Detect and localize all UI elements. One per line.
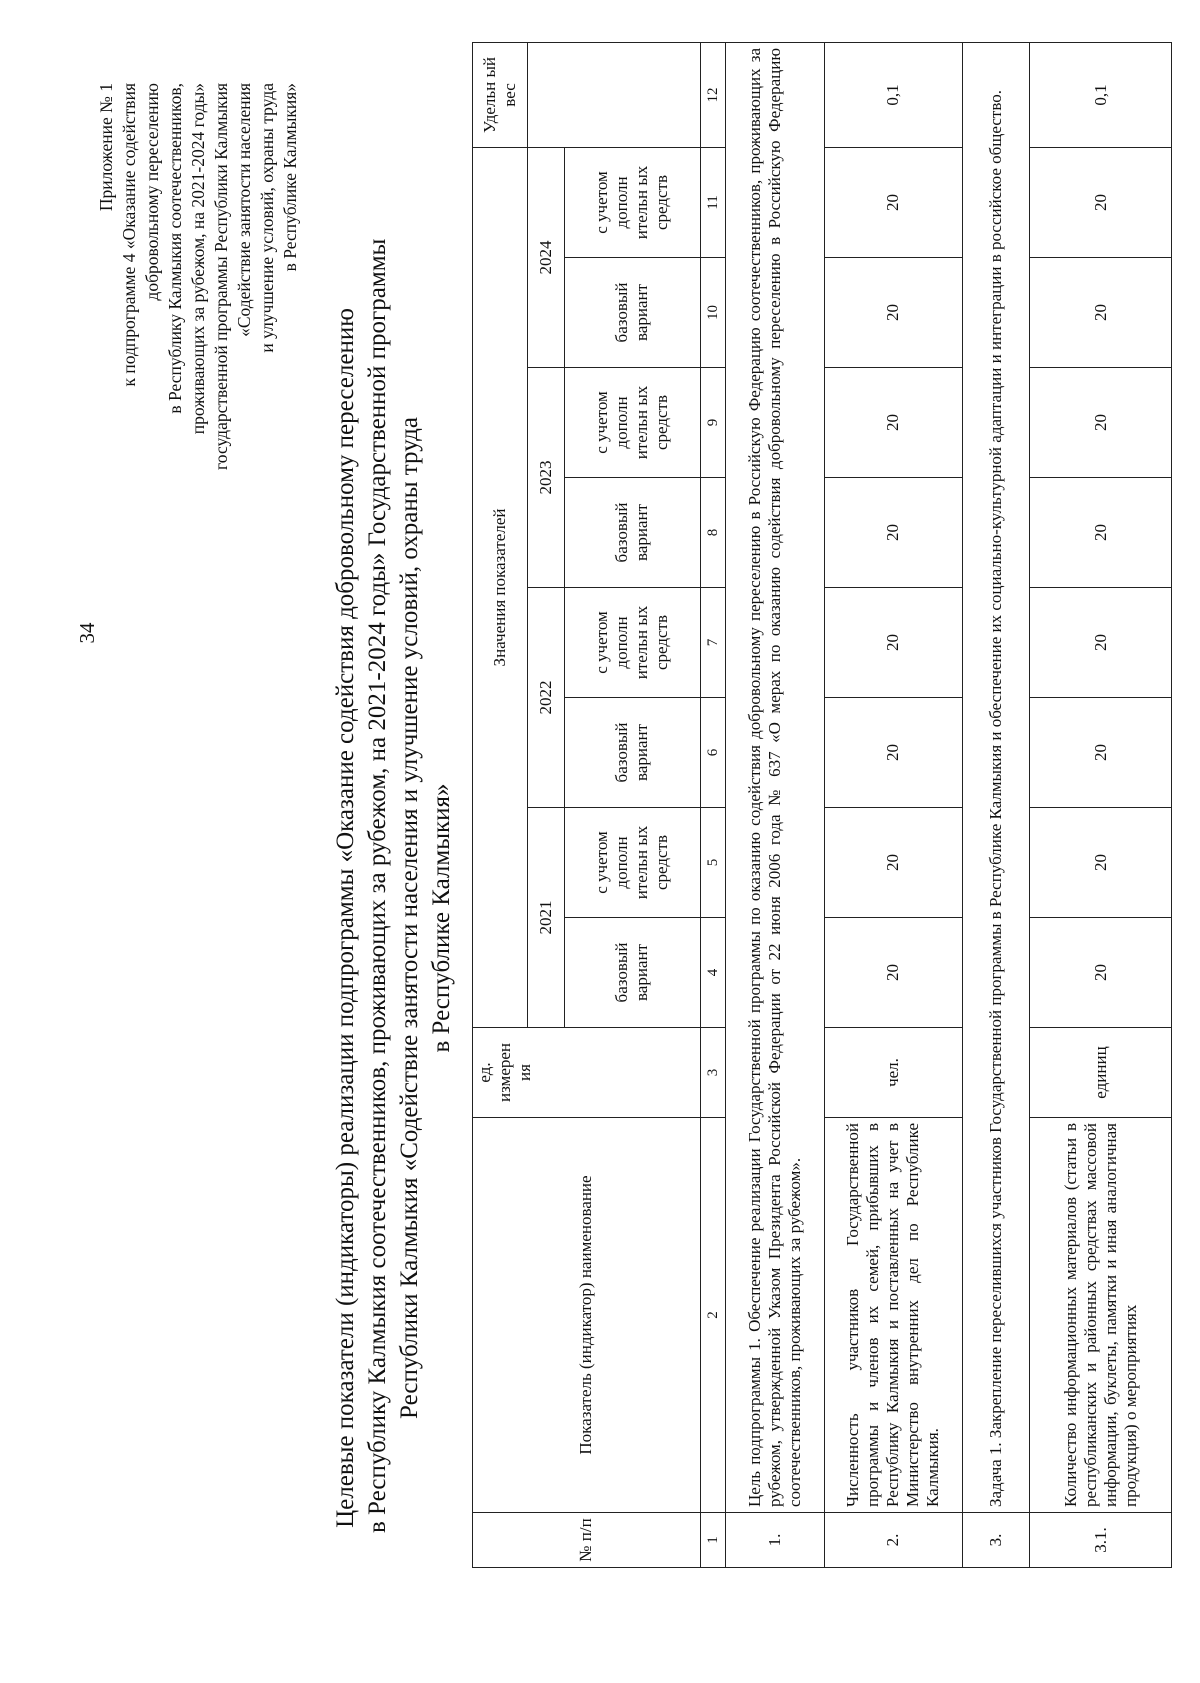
table-row [824, 42, 962, 1567]
row-value: 20 [824, 368, 962, 478]
row-value: 20 [824, 808, 962, 918]
header-extra: с учетом дополн ительн ых средств [565, 368, 700, 478]
row-weight: 0,1 [824, 42, 962, 147]
header-extra: с учетом дополн ительн ых средств [565, 147, 700, 257]
header-weight: Удельн ый вес [473, 42, 528, 147]
appendix-note [95, 83, 302, 553]
column-number: 9 [700, 368, 726, 478]
header-extra: с учетом дополн ительн ых средств [565, 808, 700, 918]
header-values: Значения показателей [473, 147, 528, 1027]
title-line: Целевые показатели (индикаторы) реализации подпрограммы «Оказание содействия добровольному переселению [332, 308, 359, 1528]
title-line: в Республику Калмыкия соотечественников, проживающих за рубежом, на 2021-2024 годы» Государственной программы [364, 238, 391, 1533]
table-row [726, 42, 824, 1567]
appendix-line: добровольному переселению [142, 83, 162, 301]
appendix-line: в Республике Калмыкия» [280, 83, 300, 272]
column-number: 12 [700, 42, 726, 147]
column-number: 8 [700, 478, 726, 588]
row-weight: 0,1 [1030, 42, 1172, 147]
row-number: 1. [726, 1513, 824, 1568]
header-weight-blank [528, 42, 700, 147]
header-name: Показатель (индикатор) наименование [473, 1118, 701, 1513]
row-value: 20 [1030, 588, 1172, 698]
row-value: 20 [824, 258, 962, 368]
header-year: 2021 [528, 808, 565, 1028]
column-number: 5 [700, 808, 726, 918]
appendix-line: к подпрограмме 4 «Оказание содействия [119, 83, 139, 387]
appendix-line: проживающих за рубежом, на 2021-2024 годы» [188, 83, 208, 435]
title-line: Республики Калмыкия «Содействие занятости населения и улучшение условий, охраны труда [396, 417, 423, 1419]
row-value: 20 [1030, 147, 1172, 257]
page-number: 34 [75, 622, 99, 644]
header-extra: с учетом дополн ительн ых средств [565, 588, 700, 698]
column-number: 6 [700, 698, 726, 808]
header-year: 2023 [528, 368, 565, 588]
row-unit: единиц [1030, 1028, 1172, 1118]
header-unit: ед. измерен ия [473, 1028, 701, 1118]
row-number: 3. [962, 1513, 1030, 1568]
header-base: базовый вариант [565, 918, 700, 1028]
header-base: базовый вариант [565, 258, 700, 368]
row-unit: чел. [824, 1028, 962, 1118]
column-number: 3 [700, 1028, 726, 1118]
appendix-line: «Содействие занятости населения [234, 83, 254, 337]
appendix-line: Приложение № 1 [96, 83, 116, 212]
row-value: 20 [1030, 808, 1172, 918]
header-base: базовый вариант [565, 478, 700, 588]
column-number: 10 [700, 258, 726, 368]
title-line: в Республике Калмыкия» [428, 783, 455, 1053]
table-row [962, 42, 1030, 1567]
row-indicator-name: Количество информационных материалов (статьи в республиканских и районных средствах массовой информации, буклеты, памятки и иная аналогичная продукция) о мероприятиях [1030, 1118, 1172, 1513]
row-number: 2. [824, 1513, 962, 1568]
column-number: 2 [700, 1118, 726, 1513]
column-number: 7 [700, 588, 726, 698]
appendix-line: государственной программы Республики Калмыкия [211, 83, 231, 470]
row-value: 20 [824, 588, 962, 698]
header-year: 2022 [528, 588, 565, 808]
row-value: 20 [1030, 258, 1172, 368]
row-goal-text: Цель подпрограммы 1. Обеспечение реализации Государственной программы по оказанию содействия добровольному переселению в Российскую Федерацию соотечественников, проживающих за рубежом, утвержденной Указом Президента Российской Федерации от 22 июня 2006 года № 637 «О мерах по оказанию содействия добровольному переселению в Российскую Федерацию соотечественников, проживающих за рубежом». [726, 42, 824, 1512]
appendix-line: и улучшение условий, охраны труда [257, 83, 277, 353]
header-base: базовый вариант [565, 698, 700, 808]
row-value: 20 [1030, 918, 1172, 1028]
header-year: 2024 [528, 147, 565, 367]
indicators-table [472, 42, 1172, 1568]
row-indicator-name: Численность участников Государственной программы и членов их семей, прибывших в Республику Калмыкия и поставленных на учет в Министерство внутренних дел по Республике Калмыкия. [824, 1118, 962, 1513]
row-number: 3.1. [1030, 1513, 1172, 1568]
row-value: 20 [824, 147, 962, 257]
appendix-line: в Республику Калмыкия соотечественников, [165, 83, 185, 414]
row-value: 20 [1030, 368, 1172, 478]
row-value: 20 [824, 918, 962, 1028]
table-row [1030, 42, 1172, 1567]
column-number: 4 [700, 918, 726, 1028]
header-num: № п/п [473, 1513, 701, 1568]
row-value: 20 [824, 478, 962, 588]
row-value: 20 [824, 698, 962, 808]
row-value: 20 [1030, 478, 1172, 588]
row-task-text: Задача 1. Закрепление переселившихся участников Государственной программы в Республике Калмыкия и обеспечение их социально-культурной адаптации и интеграции в российское общество. [962, 42, 1030, 1512]
column-number: 11 [700, 147, 726, 257]
document-title [330, 238, 458, 1533]
column-number: 1 [700, 1513, 726, 1568]
row-value: 20 [1030, 698, 1172, 808]
